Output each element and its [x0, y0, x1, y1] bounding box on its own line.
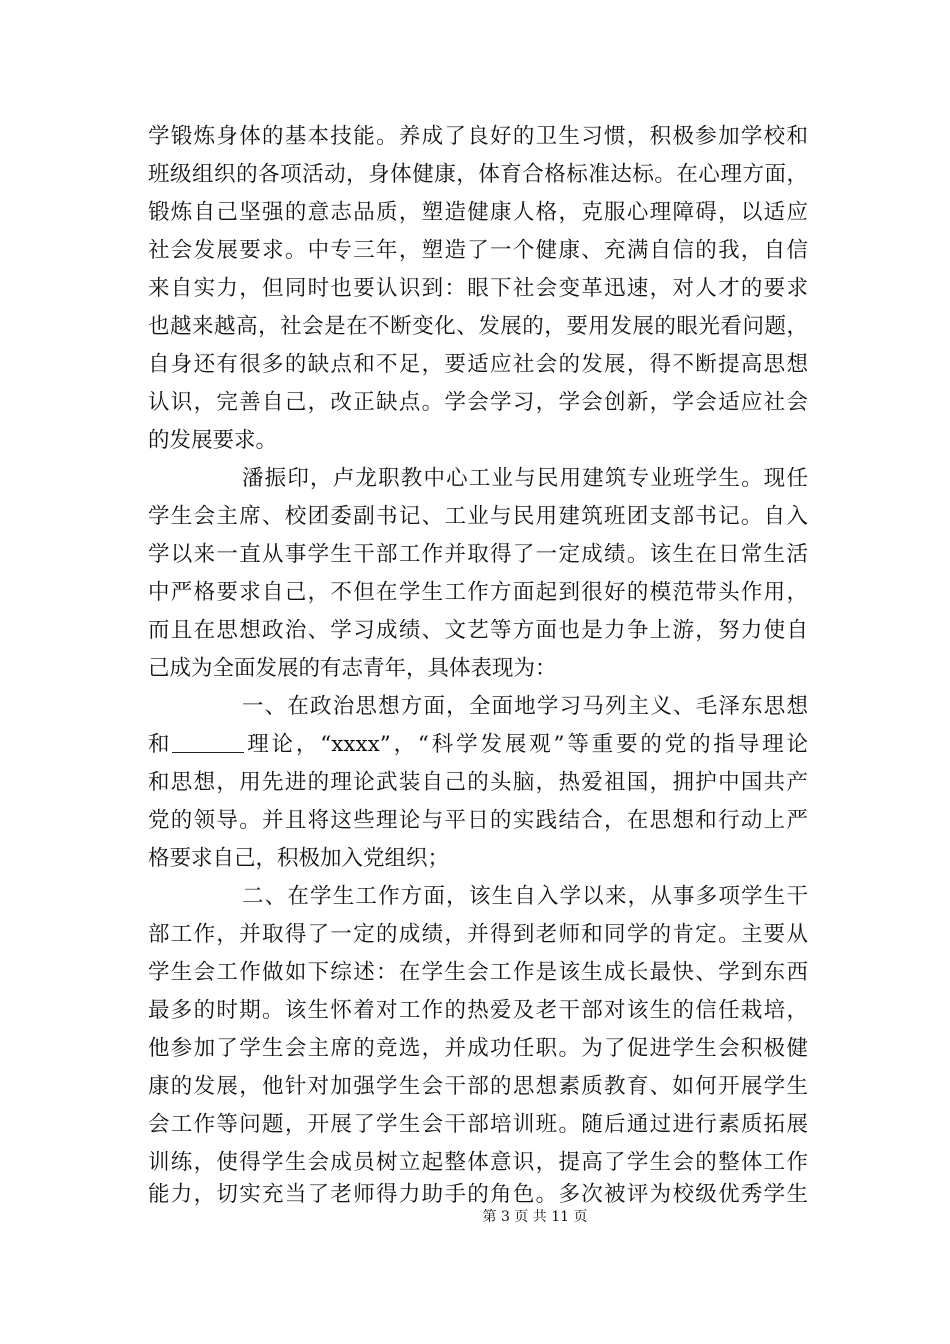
line-prefix: 和 [148, 732, 173, 757]
page-number-footer: 第 3 页 共 11 页 [482, 1209, 588, 1225]
paragraph-line: 能力，切实充当了老师得力助手的角色。多次被评为校级优秀学生 [148, 1182, 808, 1207]
line-suffix: 理论，“xxxx”，“科学发展观”等重要的党的指导理论 [244, 732, 808, 757]
paragraph-line: 来自实力，但同时也要认识到：眼下社会变革迅速，对人才的要求 [148, 276, 808, 301]
paragraph-line: 中严格要求自己，不但在学生工作方面起到很好的模范带头作用， [148, 580, 808, 605]
paragraph-line: 己成为全面发展的有志青年，具体表现为： [148, 656, 557, 681]
paragraph-line: 的发展要求。 [148, 428, 278, 453]
paragraph-line: 学以来一直从事学生干部工作并取得了一定成绩。该生在日常生活 [148, 542, 808, 567]
paragraph-line: 自身还有很多的缺点和不足，要适应社会的发展，得不断提高思想 [148, 352, 808, 377]
paragraph-line: 潘振印，卢龙职教中心工业与民用建筑专业班学生。现任 [242, 466, 808, 491]
paragraph-line: 和思想，用先进的理论武装自己的头脑，热爱祖国，拥护中国共产 [148, 770, 808, 795]
paragraph-line: 党的领导。并且将这些理论与平日的实践结合，在思想和行动上严 [148, 808, 808, 833]
paragraph-line: 锻炼自己坚强的意志品质，塑造健康人格，克服心理障碍，以适应 [148, 200, 808, 225]
paragraph-line: 认识，完善自己，改正缺点。学会学习，学会创新，学会适应社会 [148, 390, 808, 415]
paragraph-line: 学生会主席、校团委副书记、工业与民用建筑班团支部书记。自入 [148, 504, 808, 529]
paragraph-line: 会工作等问题，开展了学生会干部培训班。随后通过进行素质拓展 [148, 1112, 808, 1137]
paragraph-line: 他参加了学生会主席的竞选，并成功任职。为了促进学生会积极健 [148, 1036, 808, 1061]
paragraph-line: 最多的时期。该生怀着对工作的热爱及老干部对该生的信任栽培， [148, 998, 808, 1023]
paragraph-line: 学锻炼身体的基本技能。养成了良好的卫生习惯，积极参加学校和 [148, 124, 808, 149]
paragraph-line: 学生会工作做如下综述：在学生会工作是该生成长最快、学到东西 [148, 960, 808, 985]
paragraph-line: 社会发展要求。中专三年，塑造了一个健康、充满自信的我，自信 [148, 238, 808, 263]
paragraph-line: 一、在政治思想方面，全面地学习马列主义、毛泽东思想 [242, 694, 808, 719]
paragraph-line: 康的发展，他针对加强学生会干部的思想素质教育、如何开展学生 [148, 1074, 808, 1099]
paragraph-line: 也越来越高，社会是在不断变化、发展的，要用发展的眼光看问题， [148, 314, 808, 339]
paragraph-line: 而且在思想政治、学习成绩、文艺等方面也是力争上游，努力使自 [148, 618, 808, 643]
paragraph-line: 训练，使得学生会成员树立起整体意识，提高了学生会的整体工作 [148, 1150, 808, 1175]
paragraph-line: 二、在学生工作方面，该生自入学以来，从事多项学生干 [242, 884, 808, 909]
paragraph-line: 班级组织的各项活动，身体健康，体育合格标准达标。在心理方面， [148, 162, 808, 187]
paragraph-line-with-blank [148, 726, 808, 764]
paragraph-line: 格要求自己，积极加入党组织； [148, 846, 450, 871]
fill-in-blank [172, 730, 244, 753]
paragraph-line: 部工作，并取得了一定的成绩，并得到老师和同学的肯定。主要从 [148, 922, 808, 947]
